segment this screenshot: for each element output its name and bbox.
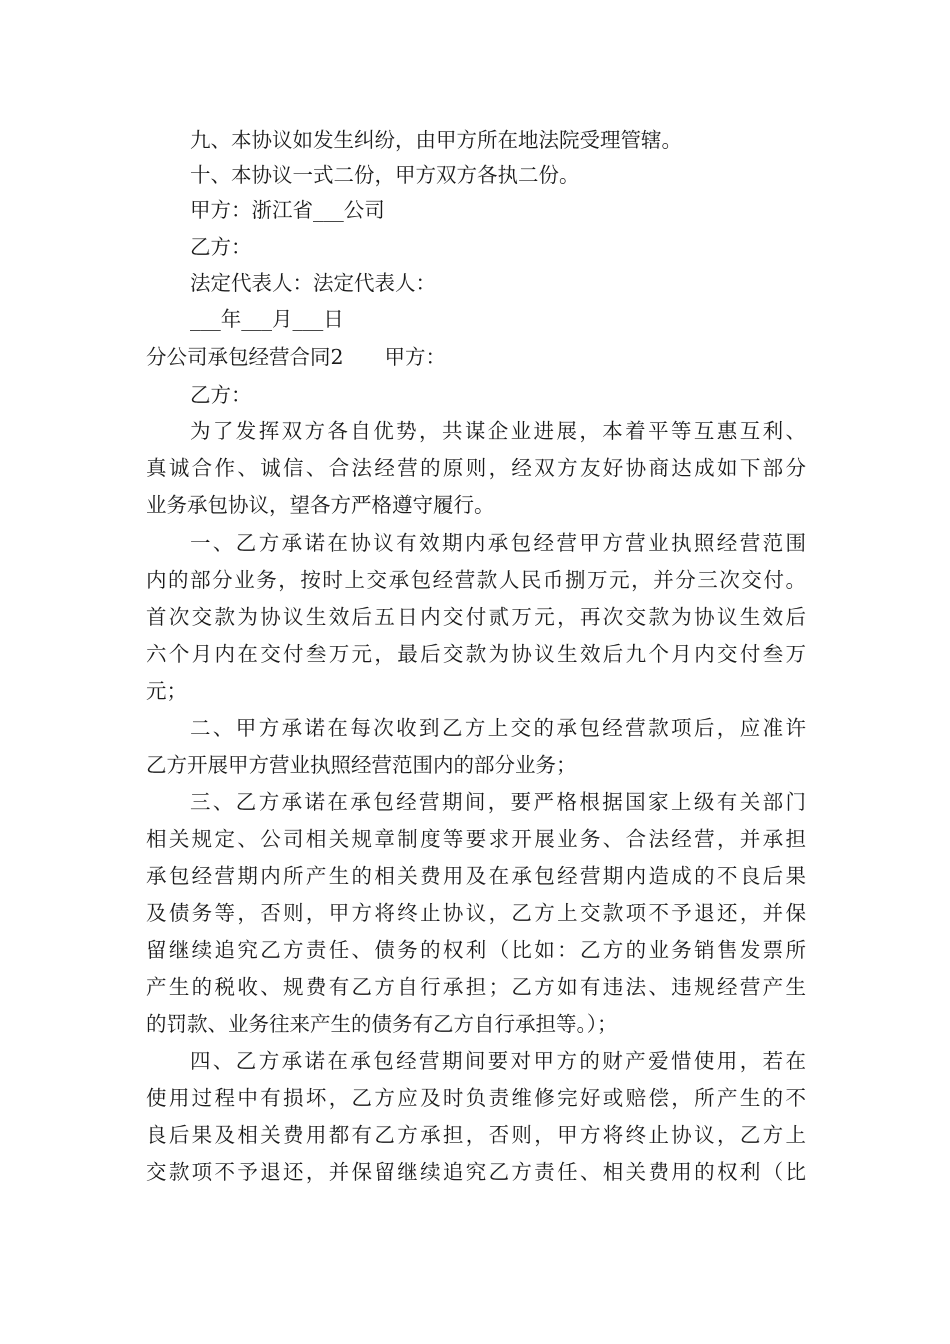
clause-10: 十、本协议一式二份，甲方双方各执二份。 [190,163,580,187]
clause-3-line-2: 相关规定、公司相关规章制度等要求开展业务、合法经营，并承担 [146,827,806,851]
clause-3-line-1: 三、乙方承诺在承包经营期间，要严格根据国家上级有关部门 [190,790,806,814]
clause-3-line-4: 及债务等，否则，甲方将终止协议，乙方上交款项不予退还，并保 [146,901,806,925]
clause-4-line-3: 良后果及相关费用都有乙方承担，否则，甲方将终止协议，乙方上 [146,1123,806,1147]
preamble-line-1: 为了发挥双方各自优势，共谋企业进展，本着平等互惠互利、 [190,419,806,443]
clause-4-line-2: 使用过程中有损坏，乙方应及时负责维修完好或赔偿，所产生的不 [146,1086,806,1110]
clause-3-line-7: 的罚款、业务往来产生的债务有乙方自行承担等。）； [146,1012,618,1036]
clause-9: 九、本协议如发生纠纷，由甲方所在地法院受理管辖。 [190,128,682,152]
contract-2-title: 分公司承包经营合同2 甲方： [146,345,447,369]
legal-representatives: 法定代表人：法定代表人： [190,271,436,295]
date-line: ___年___月___日 [190,307,344,331]
clause-4-line-1: 四、乙方承诺在承包经营期间要对甲方的财产爱惜使用，若在 [190,1049,806,1073]
clause-3-line-5: 留继续追究乙方责任、债务的权利（比如：乙方的业务销售发票所 [146,938,806,962]
clause-1-line-4: 六个月内在交付叁万元，最后交款为协议生效后九个月内交付叁万 [146,642,806,666]
party-b-signature: 乙方： [190,235,252,259]
clause-1-line-1: 一、乙方承诺在协议有效期内承包经营甲方营业执照经营范围 [190,531,806,555]
clause-1-line-2: 内的部分业务，按时上交承包经营款人民币捌万元，并分三次交付。 [146,568,806,592]
clause-3-line-6: 产生的税收、规费有乙方自行承担；乙方如有违法、违规经营产生 [146,975,806,999]
clause-1-line-3: 首次交款为协议生效后五日内交付贰万元，再次交款为协议生效后 [146,605,806,629]
clause-3-line-3: 承包经营期内所产生的相关费用及在承包经营期内造成的不良后果 [146,864,806,888]
clause-1-line-5: 元； [146,679,187,703]
clause-2-line-1: 二、甲方承诺在每次收到乙方上交的承包经营款项后，应准许 [190,716,806,740]
party-b-line: 乙方： [190,383,252,407]
party-a-signature: 甲方：浙江省___公司 [190,198,385,222]
preamble-line-2: 真诚合作、诚信、合法经营的原则，经双方友好协商达成如下部分 [146,456,806,480]
clause-4-line-4: 交款项不予退还，并保留继续追究乙方责任、相关费用的权利（比 [146,1160,806,1184]
clause-2-line-2: 乙方开展甲方营业执照经营范围内的部分业务； [146,753,577,777]
preamble-line-3: 业务承包协议，望各方严格遵守履行。 [146,493,495,517]
